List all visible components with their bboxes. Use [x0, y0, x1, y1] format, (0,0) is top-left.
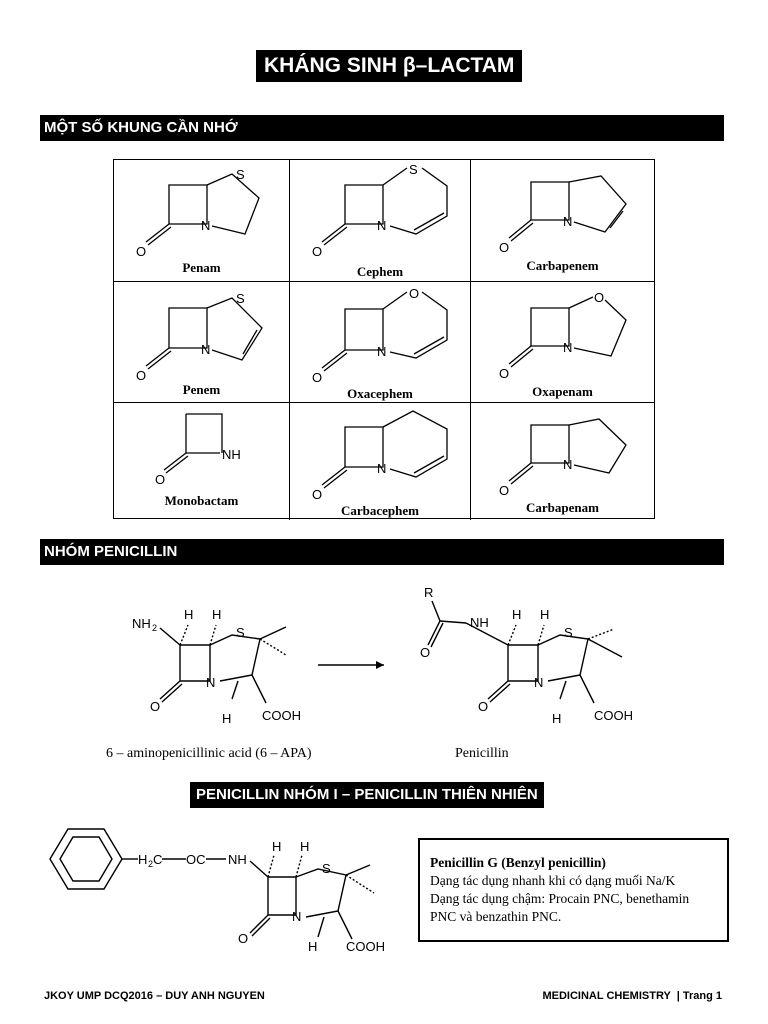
apa-carboxyl-group: COOH: [262, 708, 301, 723]
cephem-oxygen-atom: O: [312, 244, 323, 259]
penicillin-g-hydrogen-1: H: [272, 839, 282, 854]
apa-oxygen-atom: O: [150, 699, 161, 714]
section-heading-penicillin-group: NHÓM PENICILLIN: [40, 539, 724, 565]
penicillin-g-structure: [0, 825, 410, 975]
scaffold-label-carbacephem: Carbacephem: [341, 503, 419, 518]
scaffold-label-oxapenam: Oxapenam: [532, 384, 593, 399]
scaffold-cell-cephem: [290, 160, 471, 282]
penicillin-g-nitrogen-atom: N: [292, 909, 302, 924]
apa-caption: 6 – aminopenicillinic acid (6 – APA): [106, 746, 312, 761]
scaffold-cell-penam: [114, 160, 290, 282]
carbapenam-oxygen-atom: O: [499, 483, 510, 498]
scaffold-cell-oxacephem: [290, 282, 471, 403]
penicillin-caption: Penicillin: [455, 746, 509, 761]
penicillin-g-carboxyl-group: COOH: [346, 939, 385, 954]
carbapenem-oxygen-atom: O: [499, 240, 510, 255]
apa-nitrogen-atom: N: [206, 675, 216, 690]
oxapenam-ring-oxygen-atom: O: [594, 290, 605, 305]
carbapenam-nitrogen-atom: N: [563, 457, 573, 472]
page-title: KHÁNG SINH β–LACTAM: [256, 50, 522, 82]
oxacephem-structure: [290, 282, 471, 403]
apa-hydrogen-2: H: [212, 607, 222, 622]
scaffold-label-carbapenem: Carbapenem: [526, 258, 599, 273]
penicillin-acyl-oxygen: O: [420, 645, 431, 660]
penem-oxygen-atom: O: [136, 368, 147, 383]
scaffold-cell-penem: [114, 282, 290, 403]
carbapenem-nitrogen-atom: N: [563, 214, 573, 229]
penicillin-nitrogen-atom: N: [534, 675, 544, 690]
scaffold-cell-carbapenem: [471, 160, 654, 282]
penicillin-g-nh-group: NH: [228, 852, 247, 867]
scaffold-label-penem: Penem: [182, 382, 221, 397]
monobactam-oxygen-atom: O: [155, 472, 166, 487]
penicillin-hydrogen-1: H: [512, 607, 522, 622]
penicillin-sulfur-atom: S: [564, 625, 573, 640]
penicillin-g-h2c-carbon: C: [153, 852, 163, 867]
penicillin-carboxyl-group: COOH: [594, 708, 633, 723]
scaffold-label-monobactam: Monobactam: [164, 493, 239, 508]
scaffold-label-oxacephem: Oxacephem: [347, 386, 413, 401]
scaffold-label-penam: Penam: [182, 260, 221, 275]
penem-sulfur-atom: S: [236, 291, 245, 306]
section-heading-scaffolds: MỘT SỐ KHUNG CẦN NHỚ: [40, 115, 724, 141]
apa-amino-subscript: 2: [152, 623, 158, 633]
cephem-nitrogen-atom: N: [377, 218, 387, 233]
apa-amino-group: NH: [132, 616, 151, 631]
info-line-fast-acting: Dạng tác dụng nhanh khi có dạng muối Na/K: [430, 873, 676, 888]
penicillin-g-hydrogen-3: H: [308, 939, 318, 954]
footer-author: JKOY UMP DCQ2016 – DUY ANH NGUYEN: [44, 990, 265, 1002]
penam-sulfur-atom: S: [236, 167, 245, 182]
penam-nitrogen-atom: N: [201, 218, 211, 233]
penicillin-oxygen-atom: O: [478, 699, 489, 714]
scaffold-cell-carbacephem: [290, 403, 471, 520]
scaffold-cell-oxapenam: [471, 282, 654, 403]
info-title: Penicillin G (Benzyl penicillin): [430, 855, 606, 870]
monobactam-nh-group: NH: [222, 447, 241, 462]
oxapenam-oxygen-atom: O: [499, 366, 510, 381]
oxacephem-nitrogen-atom: N: [377, 344, 387, 359]
penicillin-reaction-scheme: [0, 575, 768, 745]
oxacephem-ring-oxygen-atom: O: [409, 286, 420, 301]
cephem-sulfur-atom: S: [409, 162, 418, 177]
scaffold-grid: [113, 159, 655, 519]
scaffold-label-carbapenam: Carbapenam: [526, 500, 599, 515]
footer-page-info: MEDICINAL CHEMISTRY | Trang 1: [542, 990, 722, 1002]
penicillin-g-h2c-subscript: 2: [148, 859, 154, 869]
apa-hydrogen-1: H: [184, 607, 194, 622]
oxacephem-oxygen-atom: O: [312, 370, 323, 385]
penam-oxygen-atom: O: [136, 244, 147, 259]
scaffold-cell-carbapenam: [471, 403, 654, 520]
penicillin-g-info-box: [418, 838, 729, 942]
penicillin-g-h2c-group: H: [138, 852, 148, 867]
penicillin-g-oc-group: OC: [186, 852, 206, 867]
oxapenam-nitrogen-atom: N: [563, 340, 573, 355]
carbacephem-nitrogen-atom: N: [377, 461, 387, 476]
penicillin-hydrogen-2: H: [540, 607, 550, 622]
penicillin-hydrogen-3: H: [552, 711, 562, 726]
penicillin-g-hydrogen-2: H: [300, 839, 310, 854]
section-heading-natural-penicillin: PENICILLIN NHÓM I – PENICILLIN THIÊN NHIÊN: [190, 782, 544, 808]
penicillin-nh-group: NH: [470, 615, 489, 630]
penicillin-g-oxygen-atom: O: [238, 931, 249, 946]
carbacephem-oxygen-atom: O: [312, 487, 323, 502]
scaffold-label-cephem: Cephem: [356, 264, 404, 279]
penicillin-g-sulfur-atom: S: [322, 861, 331, 876]
info-line-slow-acting: Dạng tác dụng chậm: Procain PNC, benethamin PNC và benzathin PNC.: [430, 891, 690, 924]
penicillin-r-group: R: [424, 585, 434, 600]
apa-hydrogen-3: H: [222, 711, 232, 726]
apa-sulfur-atom: S: [236, 625, 245, 640]
scaffold-cell-monobactam: [114, 403, 290, 520]
penem-nitrogen-atom: N: [201, 342, 211, 357]
